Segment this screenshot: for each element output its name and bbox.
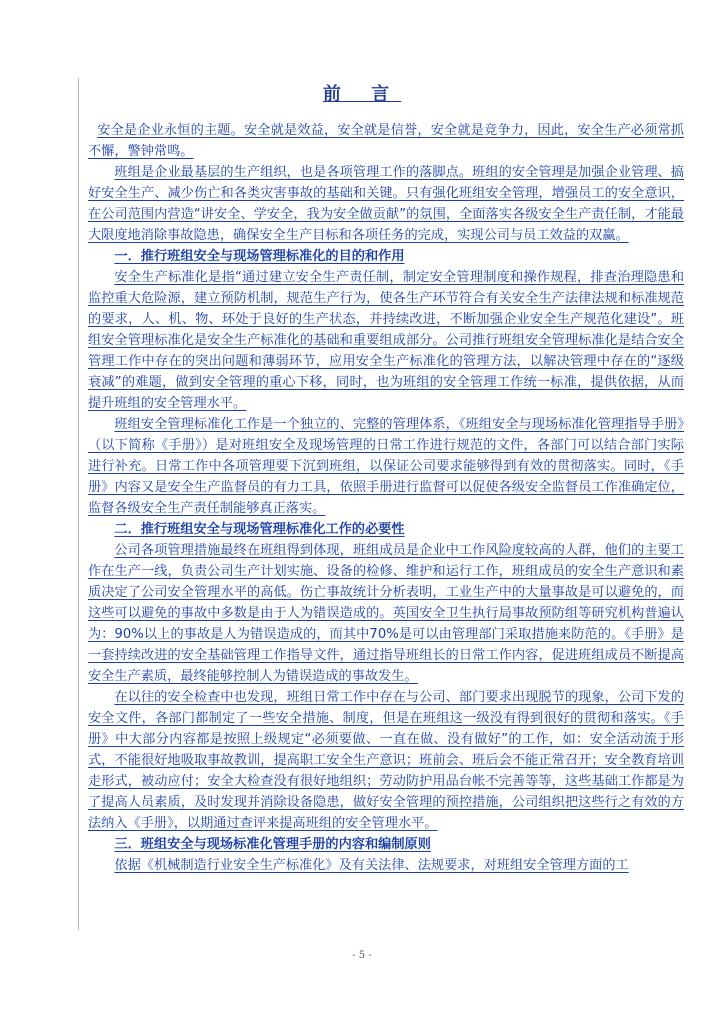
paragraph: 公司各项管理措施最终在班组得到体现，班组成员是企业中工作风险度较高的人群，他们的主要工作在生产一线，负责公司生产计划实施、设备的检修、维护和运行工作，班组成员的安全生产意识和素质决定了公司安全管理水平的高低。伤亡事故统计分析表明，工业生产中的大量事故是可以避免的，而这些可以避免的事故中多数是由于人为错误造成的。英国安全卫生执行局事故预防组等研究机构普遍认为：90%以上的事故是人为错误造成的，而其中70%是可以由管理部门采取措施来防范的。《手册》是一套持续改进的安全基础管理工作指导文件，通过指导班组长的日常工作内容，促进班组成员不断提高安全生产素质，最终能够控制人为错误造成的事故发生。 bbox=[88, 543, 684, 684]
margin-line bbox=[78, 78, 79, 930]
paragraph: 依据《机械制造行业安全生产标准化》及有关法律、法规要求，对班组安全管理方面的工 bbox=[114, 858, 629, 873]
page-number: - 5 - bbox=[352, 950, 372, 961]
section-heading: 三．班组安全与现场标准化管理手册的内容和编制原则 bbox=[114, 837, 431, 852]
paragraph: 班组是企业最基层的生产组织，也是各项管理工作的落脚点。班组的安全管理是加强企业管理、搞好安全生产、减少伤亡和各类灾害事故的基础和关键。只有强化班组安全管理，增强员工的安全意识，在公司范围内营造“讲安全、学安全，我为安全做贡献”的氛围，全面落实各级安全生产责任制，才能最大限度地消除事故隐患，确保安全生产目标和各项任务的完成，实现公司与员工效益的双赢。 bbox=[88, 165, 684, 243]
document-body bbox=[88, 120, 684, 876]
paragraph: 在以往的安全检查中也发现，班组日常工作中存在与公司、部门要求出现脱节的现象，公司下发的安全文件，各部门都制定了一些安全措施、制度，但是在班组这一级没有得到很好的贯彻和落实。《手册》中大部分内容都是按照上级规定“必须要做、一直在做、没有做好”的工作，如：安全活动流于形式，不能很好地吸取事故教训，提高职工安全生产意识；班前会、班后会不能正常召开；安全教育培训走形式，被动应付；安全大检查没有很好地组织；劳动防护用品台帐不完善等等，这些基础工作都是为了提高人员素质，及时发现并消除设备隐患，做好安全管理的预控措施，公司组织把这些行之有效的方法纳入《手册》，以期通过查评来提高班组的安全管理水平。 bbox=[88, 690, 684, 831]
page-title: 前 言 bbox=[322, 84, 402, 105]
paragraph: 安全生产标准化是指“通过建立安全生产责任制，制定安全管理制度和操作规程，排查治理隐患和监控重大危险源，建立预防机制，规范生产行为，使各生产环节符合有关安全生产法律法规和标准规范的要求，人、机、物、环处于良好的生产状态，并持续改进，不断加强企业安全生产规范化建设”。班组安全管理标准化是安全生产标准化的基础和重要组成部分。公司推行班组安全管理标准化是结合安全管理工作中存在的突出问题和薄弱环节，应用安全生产标准化的管理方法，以解决管理中存在的“逐级衰减”的难题，做到安全管理的重心下移，同时，也为班组的安全管理工作统一标准，提供依据，从而提升班组的安全管理水平。 bbox=[88, 270, 684, 411]
paragraph: 安全是企业永恒的主题。安全就是效益，安全就是信誉，安全就是竞争力，因此，安全生产必须常抓不懈，警钟常鸣。 bbox=[88, 123, 684, 159]
paragraph: 班组安全管理标准化工作是一个独立的、完整的管理体系，《班组安全与现场标准化管理指导手册》（以下简称《手册》）是对班组安全及现场管理的日常工作进行规范的文件，各部门可以结合部门实际进行补充。日常工作中各项管理要下沉到班组，以保证公司要求能够得到有效的贯彻落实。同时，《手册》内容又是安全生产监督员的有力工具，依照手册进行监督可以促使各级安全监督员工作准确定位，监督各级安全生产责任制能够真正落实。 bbox=[88, 417, 684, 516]
section-heading: 二．推行班组安全与现场管理标准化工作的必要性 bbox=[114, 522, 405, 537]
section-heading: 一．推行班组安全与现场管理标准化的目的和作用 bbox=[114, 249, 405, 264]
